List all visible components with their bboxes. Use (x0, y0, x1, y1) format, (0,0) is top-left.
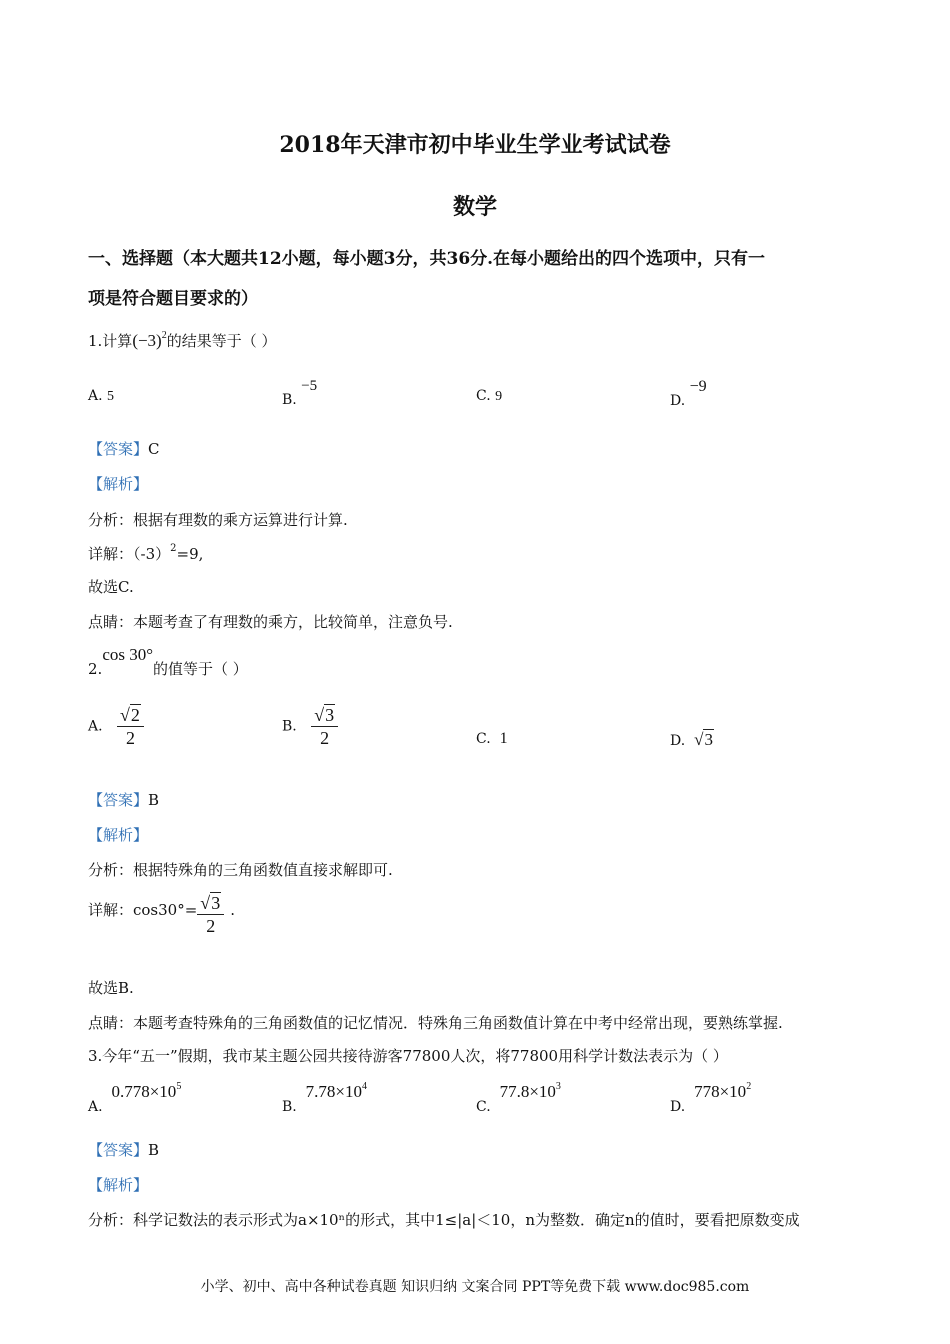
question-1-expr-exp: 2 (161, 330, 167, 341)
fraction: $\frac{√2}{2}$ (117, 704, 144, 749)
option-value: 5 (107, 389, 115, 404)
question-1-stem (88, 330, 277, 351)
option-exponent: 3 (555, 1081, 561, 1092)
question-2-comment: 点睛：本题考查特殊角的三角函数值的记忆情况．特殊角三角函数值计算在中考中经常出现，要熟练掌握. (88, 1014, 783, 1032)
answer-tag: 【答案】 (88, 440, 149, 458)
question-1-option-b[interactable] (282, 378, 318, 408)
option-label: B. (282, 1099, 297, 1115)
question-3-option-a[interactable] (88, 1081, 182, 1115)
question-1-detail (88, 543, 203, 564)
sqrt-icon: √3 (694, 730, 713, 749)
option-value: −9 (689, 378, 707, 395)
question-1-option-c[interactable] (476, 388, 502, 405)
question-1-analysis: 分析：根据有理数的乘方运算进行计算. (88, 511, 348, 529)
question-1-option-a[interactable] (88, 388, 114, 405)
question-1-expr-base: (−3) (132, 331, 162, 350)
sqrt-icon: √3 (314, 705, 335, 725)
sqrt-icon: √2 (120, 705, 140, 725)
question-2-option-a[interactable] (88, 704, 144, 749)
question-3-option-d[interactable] (670, 1081, 752, 1115)
question-3-answer (88, 1139, 159, 1160)
option-value: 1 (499, 730, 508, 747)
question-1-prefix: 1.计算 (88, 332, 133, 350)
option-mantissa: 778×10 (694, 1082, 747, 1101)
page-footer: 小学、初中、高中各种试卷真题 知识归纳 文案合同 PPT等免费下载 www.doc985.com (200, 1279, 750, 1295)
detail-suffix: . (230, 900, 235, 919)
question-2-analysis-tag: 【解析】 (88, 826, 149, 844)
section-heading-line2: 项是符合题目要求的） (88, 289, 258, 309)
question-3-analysis-tag: 【解析】 (88, 1176, 149, 1194)
page-title: 2018年天津市初中毕业生学业考试试卷 (279, 132, 671, 158)
option-label: D. (670, 733, 686, 749)
question-2-stem (88, 644, 248, 678)
question-3-option-b[interactable] (282, 1081, 367, 1115)
question-2-analysis: 分析：根据特殊角的三角函数值直接求解即可. (88, 861, 393, 879)
question-1-analysis-tag: 【解析】 (88, 475, 149, 493)
detail-prefix: 详解：（-3） (88, 545, 171, 563)
question-2-expr: cos 30° (102, 645, 154, 664)
answer-value: B (148, 791, 160, 809)
option-mantissa: 77.8×10 (499, 1082, 556, 1101)
option-label: C. (476, 731, 491, 747)
detail-exponent: 2 (170, 543, 177, 554)
option-label: C. (476, 1099, 491, 1115)
detail-prefix: 详解：cos30°= (88, 900, 198, 919)
fraction: $\frac{√3}{2}$ (311, 704, 338, 749)
fraction: $\frac{√3}{2}$ (197, 892, 224, 937)
option-label: D. (670, 1099, 686, 1115)
question-1-option-d[interactable] (670, 378, 707, 409)
option-label: A. (88, 1099, 103, 1115)
question-3-stem: 3.今年“五一”假期，我市某主题公园共接待游客77800人次，将77800用科学计数法表示为（ ） (88, 1047, 728, 1065)
question-2-option-c[interactable] (476, 730, 508, 748)
section-heading-line1: 一、选择题（本大题共12小题，每小题3分，共36分.在每小题给出的四个选项中，只有一 (88, 249, 766, 269)
question-1-conclusion: 故选C. (88, 578, 134, 596)
question-1-suffix: 的结果等于（ ） (166, 332, 277, 350)
option-label: B. (282, 392, 297, 408)
answer-tag: 【答案】 (88, 1141, 149, 1159)
option-label: D. (670, 393, 686, 409)
sqrt-icon: √3 (200, 893, 221, 913)
question-2-answer (88, 789, 159, 810)
option-label: A. (88, 388, 103, 404)
detail-suffix: =9, (176, 545, 204, 563)
option-label: B. (282, 718, 297, 735)
page-subtitle: 数学 (452, 194, 497, 220)
option-value: 9 (495, 389, 503, 404)
question-2-option-d[interactable] (670, 730, 714, 750)
question-1-answer (88, 438, 160, 459)
option-exponent: 5 (176, 1081, 182, 1092)
question-3-option-c[interactable] (476, 1081, 561, 1115)
answer-value: C (148, 440, 160, 458)
answer-tag: 【答案】 (88, 791, 149, 809)
option-value: −5 (301, 378, 318, 394)
option-mantissa: 0.778×10 (111, 1082, 177, 1101)
question-1-comment: 点睛：本题考查了有理数的乘方，比较简单，注意负号. (88, 613, 453, 631)
question-2-option-b[interactable] (282, 704, 338, 749)
option-label: A. (88, 718, 103, 735)
question-2-conclusion: 故选B. (88, 979, 134, 997)
question-2-suffix: 的值等于（ ） (153, 660, 248, 678)
question-2-detail (88, 892, 235, 937)
question-2-prefix: 2. (88, 660, 103, 678)
question-3-analysis: 分析：科学记数法的表示形式为a×10ⁿ的形式，其中1≤|a|＜10，n为整数．确定n的值时，要看把原数变成 (88, 1211, 800, 1229)
answer-value: B (148, 1141, 160, 1159)
option-mantissa: 7.78×10 (305, 1082, 362, 1101)
option-exponent: 4 (362, 1081, 367, 1092)
option-label: C. (476, 388, 491, 404)
option-exponent: 2 (746, 1081, 752, 1092)
